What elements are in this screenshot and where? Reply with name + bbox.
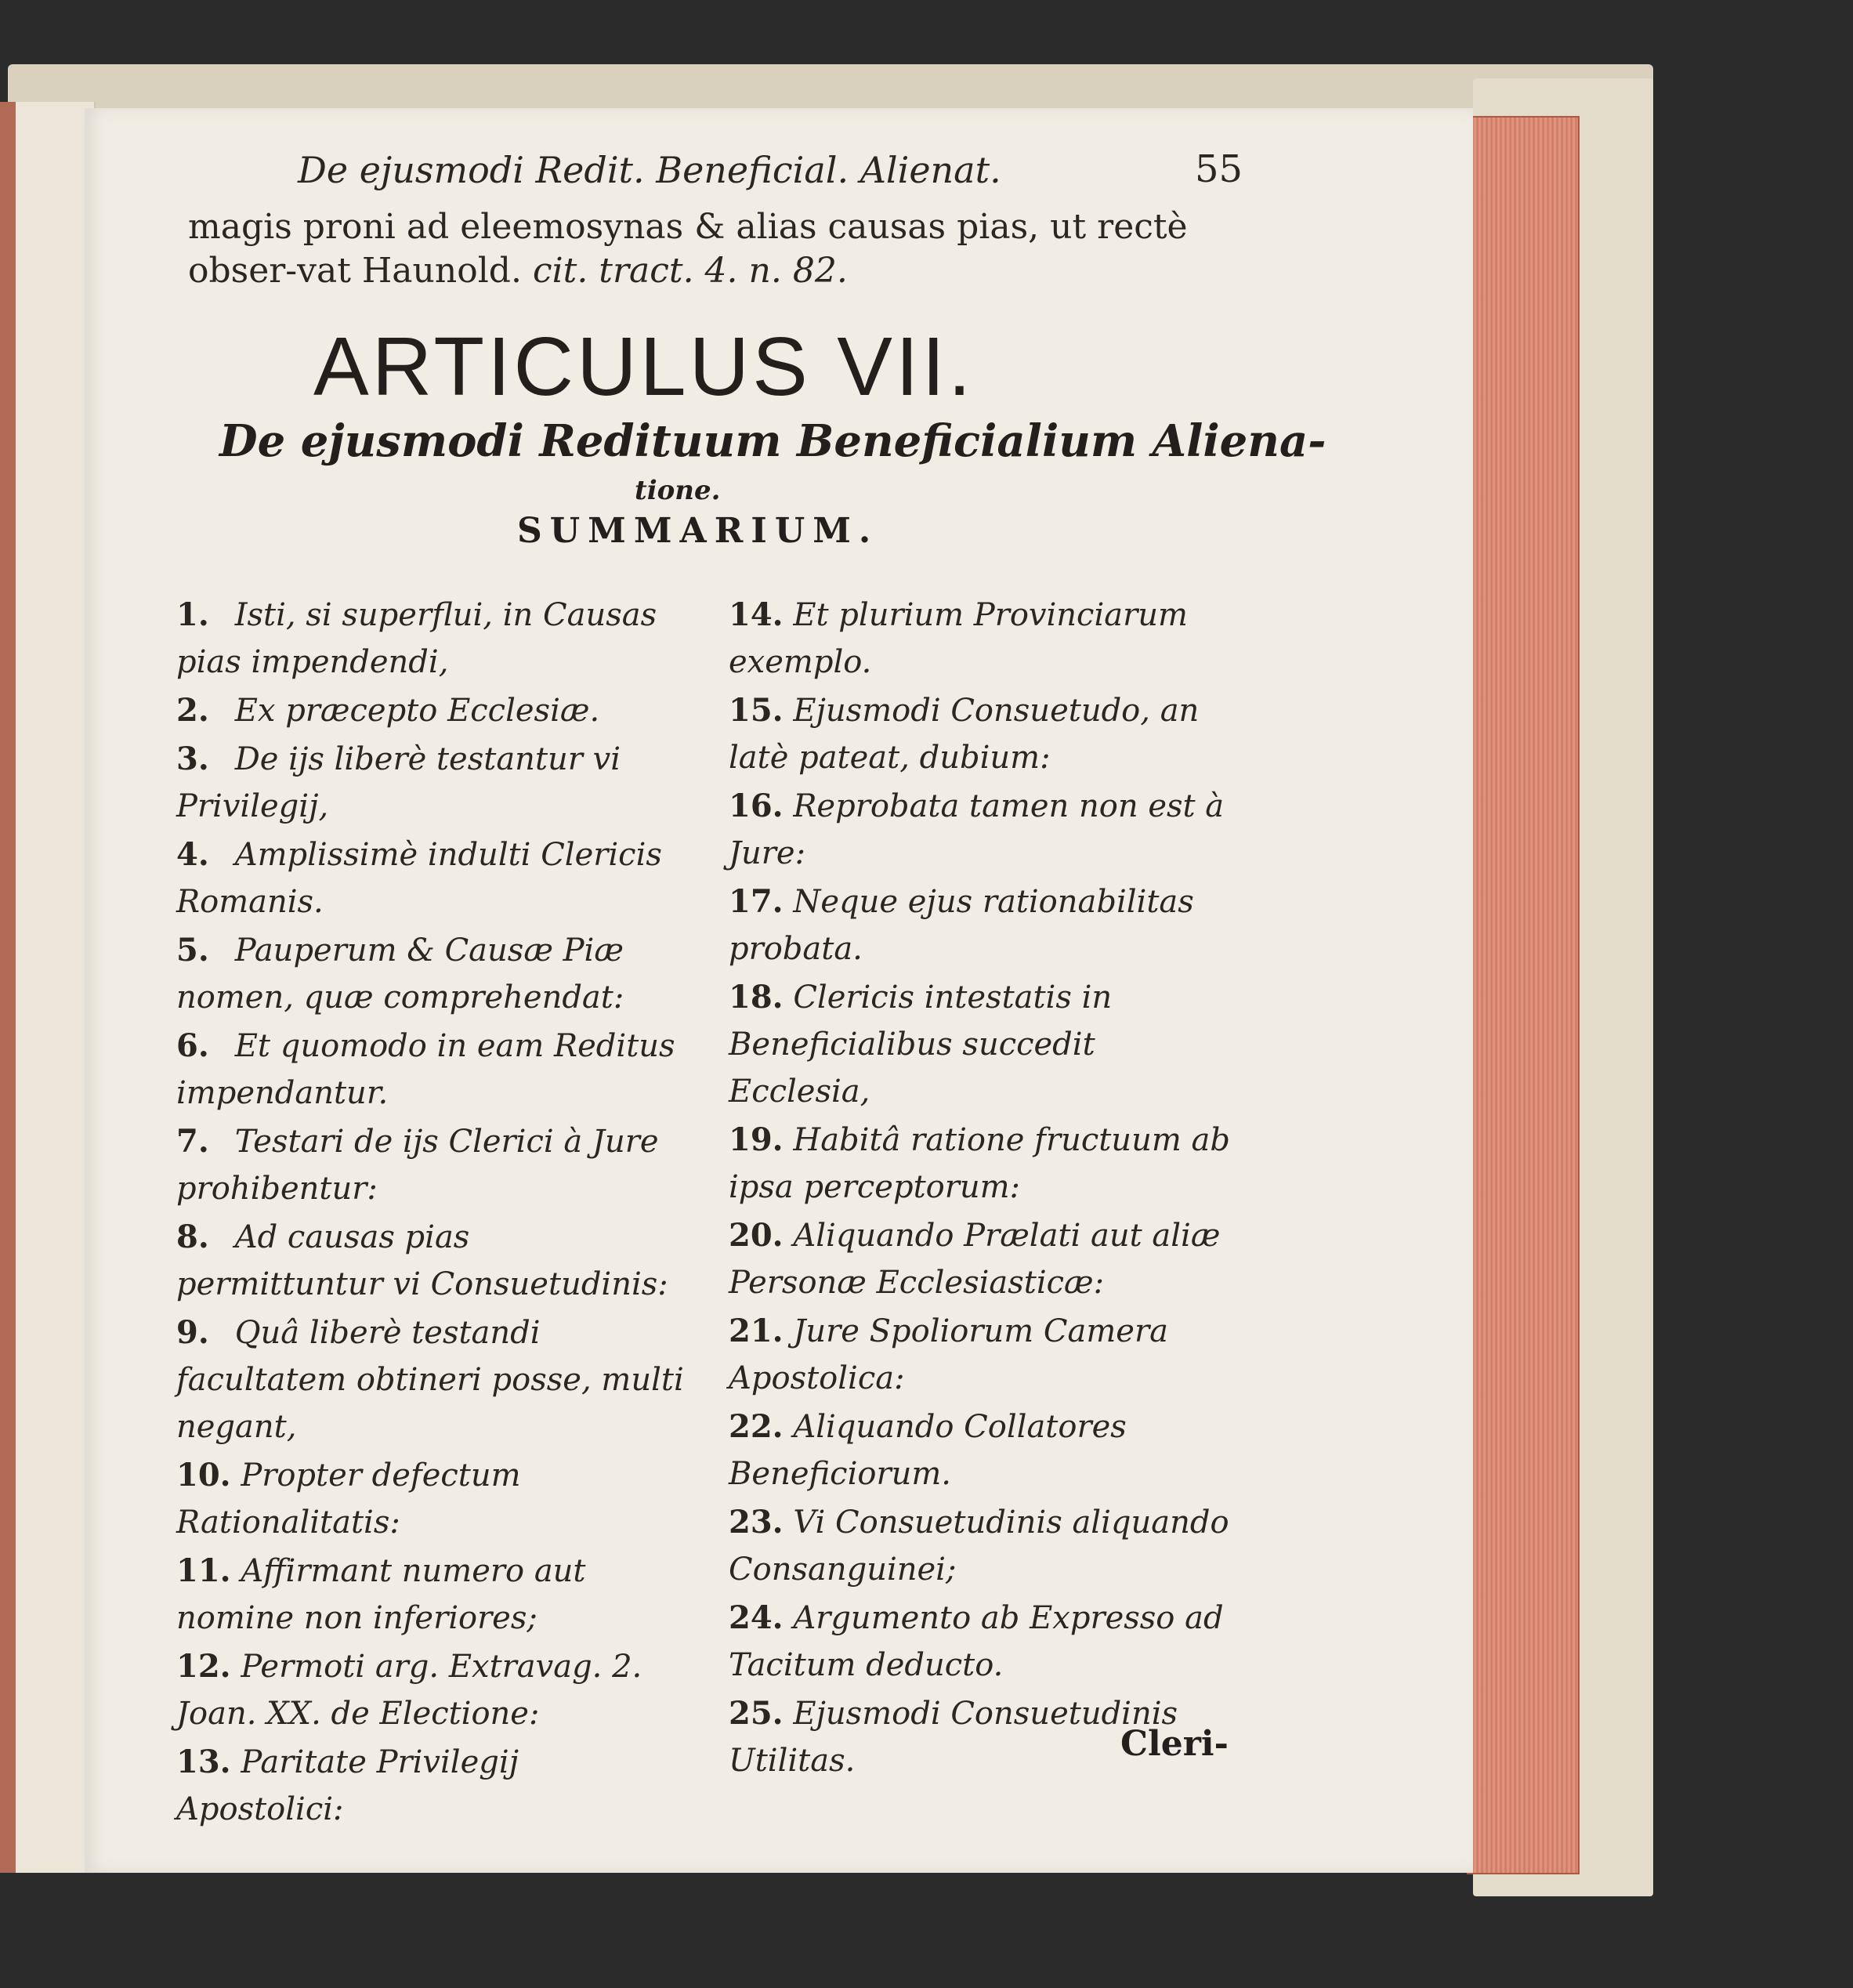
summary-item: 18. Clericis intestatis in Beneficialibus succedit Ecclesia, (729, 979, 1113, 1110)
intro-paragraph (188, 205, 1254, 293)
article-subtitle-continuation: tione. (635, 475, 721, 506)
summary-item: 1. Isti, si superflui, in Causas pias impendendi, (176, 596, 657, 680)
summary-item: 7. Testari de ijs Clerici à Jure prohibentur: (176, 1123, 659, 1207)
summary-item: 22. Aliquando Collatores Beneficiorum. (729, 1408, 1127, 1492)
book-cover-top (8, 64, 1653, 111)
summary-item: 5. Pauperum & Causæ Piæ nomen, quæ comprehendat: (176, 932, 624, 1016)
summary-heading: SUMMARIUM. (517, 511, 879, 551)
summary-item: 21. Jure Spoliorum Camera Apostolica: (729, 1313, 1168, 1396)
summary-item: 17. Neque ejus rationabilitas probata. (729, 883, 1194, 967)
summary-item: 16. Reprobata tamen non est à Jure: (729, 788, 1225, 871)
summary-item: 15. Ejusmodi Consuetudo, an latè pateat, dubium: (729, 692, 1200, 776)
summary-item: 12. Permoti arg. Extravag. 2. Joan. XX. de Electione: (176, 1648, 642, 1732)
summary-item: 23. Vi Consuetudinis aliquando Consanguinei; (729, 1504, 1229, 1588)
summary-item: 13. Paritate Privilegij Apostolici: (176, 1744, 519, 1827)
summary-item: 10. Propter defectum Rationalitatis: (176, 1457, 521, 1541)
catchword: Cleri- (1120, 1724, 1229, 1764)
page-edges (1467, 116, 1580, 1874)
intro-text: magis proni ad eleemosynas & alias causas pias, ut rectè obser-vat Haunold. (188, 207, 1188, 291)
summary-item: 9. Quâ liberè testandi facultatem obtineri posse, multi negant, (176, 1314, 684, 1445)
summary-column-left (176, 592, 686, 1834)
summary-item: 14. Et plurium Provinciarum exemplo. (729, 596, 1188, 680)
summary-item: 19. Habitâ ratione fructuum ab ipsa perceptorum: (729, 1121, 1230, 1205)
intro-citation: cit. tract. 4. n. 82. (532, 251, 848, 291)
summary-item: 3. De ijs liberè testantur vi Privilegij, (176, 741, 621, 824)
summary-item: 6. Et quomodo in eam Reditus impendantur. (176, 1027, 675, 1111)
page-number: 55 (1195, 147, 1243, 191)
summary-item: 25. Ejusmodi Consuetudinis Utilitas. (729, 1695, 1178, 1779)
summary-item: 2. Ex præcepto Ecclesiæ. (176, 692, 600, 729)
summary-item: 4. Amplissimè indulti Clericis Romanis. (176, 836, 662, 920)
summary-item: 11. Affirmant numero aut nomine non inferiores; (176, 1552, 586, 1636)
summary-column-right (729, 592, 1238, 1786)
summary-item: 20. Aliquando Prælati aut aliæ Personæ Ecclesiasticæ: (729, 1217, 1221, 1301)
running-head: De ejusmodi Redit. Beneficial. Alienat. (298, 149, 1001, 191)
left-page-edge (0, 102, 16, 1873)
summary-item: 24. Argumento ab Expresso ad Tacitum deducto. (729, 1599, 1224, 1683)
summary-item: 8. Ad causas pias permittuntur vi Consuetudinis: (176, 1219, 668, 1302)
article-subtitle: De ejusmodi Redituum Beneficialium Aliena- (219, 415, 1326, 467)
article-title: ARTICULUS VII. (313, 320, 975, 413)
